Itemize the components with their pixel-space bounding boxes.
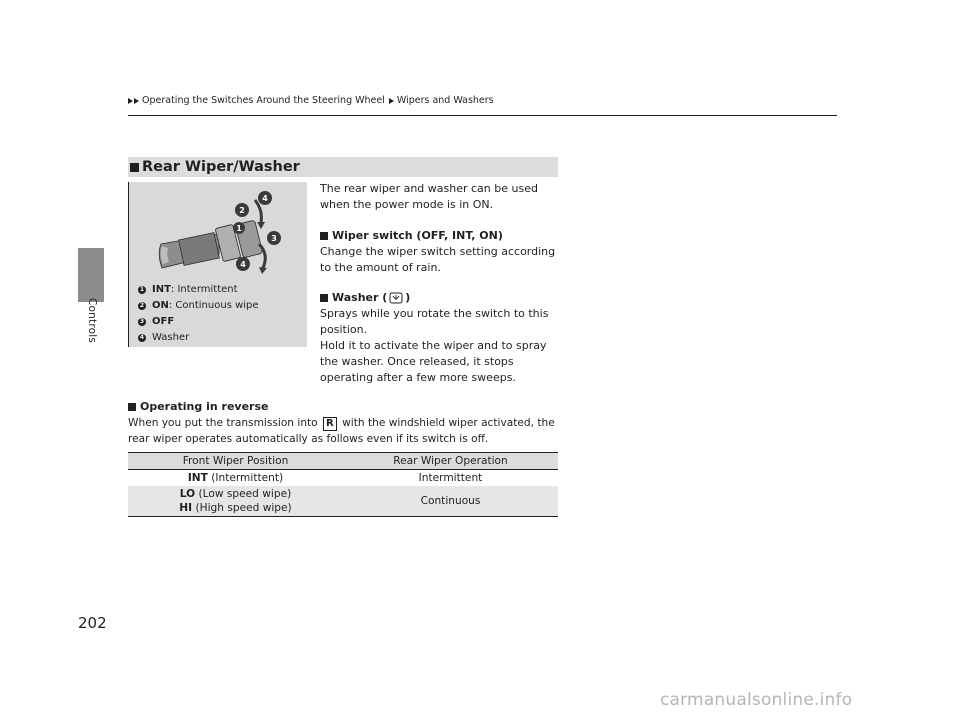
wiper-switch-heading-text: Wiper switch (OFF, INT, ON) xyxy=(332,229,503,242)
table-cell-term: INT xyxy=(187,472,208,484)
table-cell xyxy=(128,472,343,484)
table-row xyxy=(128,486,558,517)
callout-label: 1 xyxy=(236,224,242,233)
reverse-heading xyxy=(128,399,558,415)
legend-number: 1 xyxy=(139,286,145,293)
legend-item xyxy=(138,284,298,295)
table-cell-detail: (High speed wipe) xyxy=(192,502,292,514)
watermark: carmanualsonline.info xyxy=(660,690,853,710)
legend-desc: : Intermittent xyxy=(170,284,238,295)
callout-label: 4 xyxy=(240,260,246,269)
legend-number: 3 xyxy=(139,318,145,325)
legend-term: ON xyxy=(152,300,169,311)
chapter-label: Controls xyxy=(86,298,98,344)
table-header xyxy=(128,452,558,470)
table-cell: Intermittent xyxy=(418,472,483,484)
gear-r-indicator: R xyxy=(323,417,337,431)
heading-bullet-icon xyxy=(128,403,136,411)
washer-text-1: Sprays while you rotate the switch to this position. xyxy=(320,307,549,336)
legend-term: OFF xyxy=(152,316,175,327)
washer-heading-suffix: ) xyxy=(405,291,411,304)
wiper-switch-block xyxy=(320,228,560,276)
breadcrumb-arrow-icon xyxy=(128,98,133,104)
washer-text-2: Hold it to activate the wiper and to spray the washer. Once released, it stops operating after a few more sweeps. xyxy=(320,339,547,384)
reverse-text xyxy=(128,415,558,447)
reverse-block xyxy=(128,399,558,447)
section-bullet-icon xyxy=(130,163,139,172)
heading-bullet-icon xyxy=(320,294,328,302)
table-cell xyxy=(128,487,343,515)
washer-block xyxy=(320,290,560,386)
reverse-text-before: When you put the transmission into xyxy=(128,417,318,429)
table-cell-detail: (Intermittent) xyxy=(207,472,284,484)
heading-bullet-icon xyxy=(320,232,328,240)
page-number: 202 xyxy=(78,614,107,632)
section-title: Rear Wiper/Washer xyxy=(142,159,300,175)
table-cell-term: LO xyxy=(179,488,196,500)
reverse-text-after: with the windshield wiper activated, the rear wiper operates automatically as follows even if its switch is off. xyxy=(128,417,555,445)
callout-label: 3 xyxy=(271,234,277,243)
reverse-heading-text: Operating in reverse xyxy=(140,400,269,413)
wiper-switch-text: Change the wiper switch setting according to the amount of rain. xyxy=(320,245,556,274)
legend-desc: : Continuous wipe xyxy=(168,300,259,311)
callout-label: 2 xyxy=(239,206,245,215)
legend-number: 2 xyxy=(139,302,145,309)
breadcrumb xyxy=(128,95,494,106)
intro-text: The rear wiper and washer can be used when the power mode is in ON. xyxy=(320,182,538,211)
legend-item xyxy=(138,332,298,343)
table-cell: Continuous xyxy=(420,495,481,507)
legend-item xyxy=(138,316,298,327)
chapter-tab xyxy=(78,248,104,302)
breadcrumb-item[interactable]: Operating the Switches Around the Steering Wheel xyxy=(142,95,385,106)
table-row xyxy=(128,470,558,486)
callout-label: 4 xyxy=(262,194,268,203)
legend-item xyxy=(138,300,298,311)
breadcrumb-arrow-icon xyxy=(389,98,394,104)
breadcrumb-item[interactable]: Wipers and Washers xyxy=(396,95,494,106)
washer-heading xyxy=(320,290,560,306)
legend-term: INT xyxy=(152,284,171,295)
washer-heading-text: Washer ( xyxy=(332,291,388,304)
wiper-switch-heading xyxy=(320,228,560,244)
legend-number: 4 xyxy=(139,334,145,341)
column-header: Front Wiper Position xyxy=(182,455,289,467)
wiper-operation-table xyxy=(128,452,558,517)
table-cell-detail: (Low speed wipe) xyxy=(195,488,292,500)
breadcrumb-arrow-icon xyxy=(134,98,139,104)
legend-desc: Washer xyxy=(152,332,190,343)
header-rule xyxy=(128,115,837,116)
table-cell-term: HI xyxy=(179,502,193,514)
rear-washer-icon xyxy=(387,291,405,305)
column-header: Rear Wiper Operation xyxy=(393,455,508,467)
section-header xyxy=(128,157,558,177)
